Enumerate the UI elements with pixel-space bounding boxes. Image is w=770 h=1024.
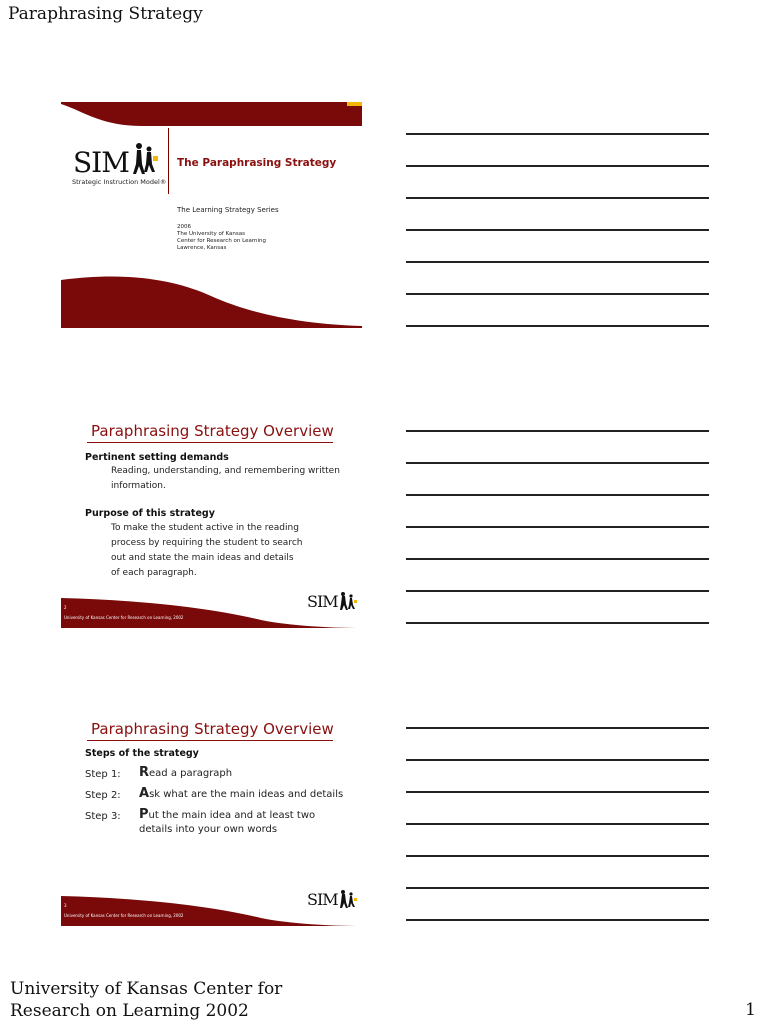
- note-line: [406, 197, 709, 199]
- note-line: [406, 430, 709, 432]
- sim-figures-icon: [305, 590, 361, 616]
- series-text: The Learning Strategy Series: [177, 206, 279, 214]
- note-line: [406, 558, 709, 560]
- pub-line: 2006: [177, 224, 191, 230]
- slide-overview-1: [61, 402, 362, 628]
- slide-number: 2: [64, 605, 67, 610]
- note-line: [406, 229, 709, 231]
- step-text: [139, 787, 343, 802]
- note-line: [406, 919, 709, 921]
- sim-logo-text: SIM: [73, 146, 129, 179]
- pub-line: Center for Research on Learning: [177, 238, 267, 244]
- sim-figures-icon: [305, 888, 361, 914]
- step-label: Step 3:: [85, 811, 121, 822]
- step-rest: sk what are the main ideas and details: [149, 789, 344, 800]
- step-rest: ead a paragraph: [149, 768, 233, 779]
- text-line: information.: [111, 481, 166, 491]
- note-line: [406, 855, 709, 857]
- title-divider: [168, 128, 169, 194]
- step-label: Step 2:: [85, 790, 121, 801]
- top-band: [61, 102, 362, 126]
- footer-line: Research on Learning 2002: [10, 1001, 249, 1021]
- note-line: [406, 823, 709, 825]
- slide-copyright: University of Kansas Center for Research on Learning, 2002: [64, 615, 184, 620]
- note-line: [406, 462, 709, 464]
- sim-tagline: Strategic Instruction Model®: [72, 178, 167, 186]
- sim-logo-text: SIM: [307, 890, 338, 909]
- step-rest: ut the main idea and at least two: [148, 810, 316, 821]
- step-initial: P: [139, 807, 149, 822]
- section-heading: Steps of the strategy: [85, 748, 199, 759]
- note-line: [406, 622, 709, 624]
- title-rule: [87, 740, 333, 741]
- note-line: [406, 887, 709, 889]
- page-header: Paraphrasing Strategy: [8, 4, 203, 24]
- step-continuation: details into your own words: [139, 824, 278, 835]
- pub-line: Lawrence, Kansas: [177, 245, 227, 251]
- slide-title: [61, 102, 362, 328]
- bottom-wave: [61, 272, 362, 328]
- page-footer: [10, 978, 282, 1022]
- text-line: of each paragraph.: [111, 568, 197, 578]
- note-line: [406, 727, 709, 729]
- text-line: Reading, understanding, and remembering written: [111, 466, 340, 476]
- text-line: To make the student active in the reading: [111, 523, 299, 533]
- step-label: Step 1:: [85, 769, 121, 780]
- slide-heading: Paraphrasing Strategy Overview: [91, 422, 334, 440]
- step-initial: R: [139, 765, 150, 780]
- note-line: [406, 590, 709, 592]
- slide-overview-2: [61, 700, 362, 926]
- step-initial: A: [139, 786, 150, 801]
- pub-line: The University of Kansas: [177, 231, 245, 237]
- sim-logo-text: SIM: [307, 592, 338, 611]
- section-heading: Pertinent setting demands: [85, 452, 229, 463]
- slide-number: 3: [64, 903, 67, 908]
- text-line: out and state the main ideas and details: [111, 553, 294, 563]
- slide-title-text: The Paraphrasing Strategy: [177, 157, 337, 169]
- slide-copyright: University of Kansas Center for Research on Learning, 2002: [64, 913, 184, 918]
- title-rule: [87, 442, 333, 443]
- text-line: process by requiring the student to search: [111, 538, 303, 548]
- step-text: [139, 808, 315, 837]
- note-line: [406, 293, 709, 295]
- section-text: [111, 464, 340, 494]
- note-line: [406, 261, 709, 263]
- footer-line: University of Kansas Center for: [10, 979, 283, 999]
- note-line: [406, 791, 709, 793]
- section-text: [111, 521, 302, 581]
- note-line: [406, 133, 709, 135]
- note-line: [406, 526, 709, 528]
- note-line: [406, 165, 709, 167]
- section-heading: Purpose of this strategy: [85, 508, 215, 519]
- page-number: 1: [745, 1000, 756, 1020]
- note-line: [406, 325, 709, 327]
- note-line: [406, 759, 709, 761]
- note-line: [406, 494, 709, 496]
- step-text: [139, 766, 232, 781]
- slide-heading: Paraphrasing Strategy Overview: [91, 720, 334, 738]
- publisher-info: [177, 224, 266, 252]
